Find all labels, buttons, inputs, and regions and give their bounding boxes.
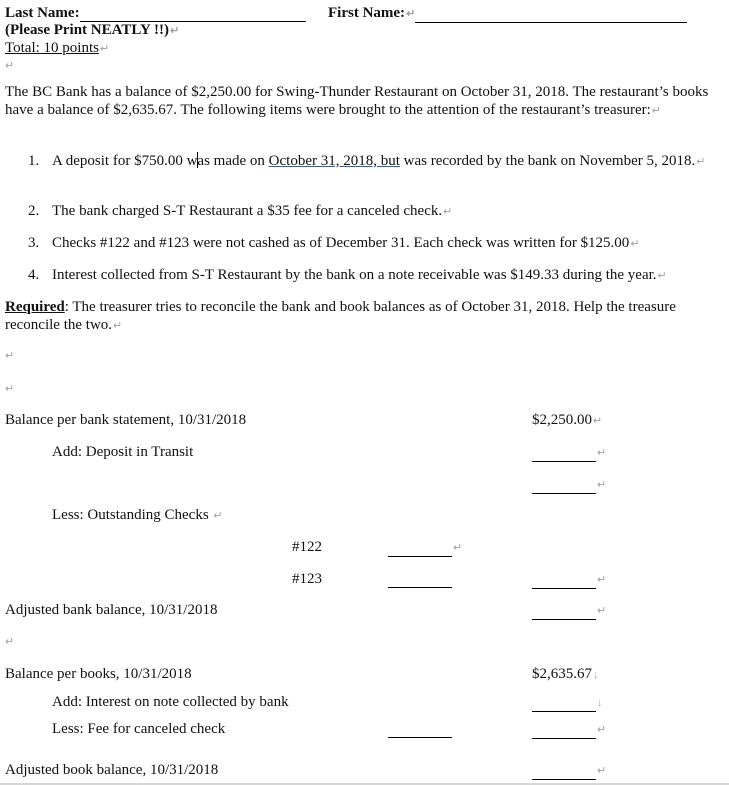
list-item-text: The bank charged S-T Restaurant a $35 fee for a canceled check.↵	[52, 203, 453, 219]
paragraph-mark: ↵	[443, 206, 453, 218]
check-123-field[interactable]	[388, 570, 452, 588]
total-points: Total: 10 points↵	[5, 40, 110, 56]
paragraph-mark: ↵	[213, 510, 223, 522]
bank-subtotal-field[interactable]	[532, 475, 606, 494]
line-break-mark: ↓	[593, 669, 599, 681]
paragraph-mark: ↵	[593, 415, 603, 427]
print-note: (Please Print NEATLY !!)↵	[5, 22, 180, 38]
paragraph-mark: ↵	[5, 636, 15, 648]
paragraph-mark: ↵	[597, 605, 607, 617]
required-label: Required	[5, 299, 65, 315]
paragraph-mark: ↵	[597, 574, 607, 586]
answer-blank[interactable]	[388, 723, 452, 738]
paragraph-mark: ↵	[630, 238, 640, 250]
list-item: 1. A deposit for $750.00 was made on October 31, 2018, but was recorded by the bank on November 5, 2018.↵	[28, 152, 718, 170]
answer-blank[interactable]	[388, 542, 452, 557]
answer-blank[interactable]	[532, 574, 596, 589]
paragraph-mark: ↵	[696, 156, 706, 168]
list-item: 3. Checks #122 and #123 were not cashed as of December 31. Each check was written for $125.00↵	[28, 234, 718, 252]
check-122-field[interactable]	[388, 538, 462, 557]
list-item-text: A deposit for $750.00 was made on October 31, 2018, but was recorded by the bank on November 5, 2018.↵	[52, 153, 706, 169]
book-balance-value: $2,635.67↓	[532, 666, 599, 682]
last-name-field[interactable]	[5, 4, 306, 22]
answer-blank[interactable]	[532, 479, 596, 494]
list-item-text: Interest collected from S-T Restaurant by the bank on a note receivable was $149.33 during the year.↵	[52, 267, 667, 283]
first-name-field[interactable]	[328, 4, 687, 23]
answer-blank[interactable]	[532, 765, 596, 780]
interest-collected-field[interactable]	[532, 693, 603, 712]
list-item-text: Checks #122 and #123 were not cashed as of December 31. Each check was written for $125.00↵	[52, 235, 640, 251]
adjusted-book-balance-field[interactable]	[532, 761, 606, 780]
interest-collected-label: Add: Interest on note collected by bank	[52, 694, 289, 710]
paragraph-mark: ↵	[170, 25, 180, 37]
paragraph-mark: ↵	[5, 60, 15, 72]
paragraph-mark: ↵	[406, 8, 416, 20]
fee-canceled-check-label: Less: Fee for canceled check	[52, 721, 226, 737]
answer-blank[interactable]	[532, 697, 596, 712]
adjusted-bank-balance-label: Adjusted bank balance, 10/31/2018	[5, 602, 218, 618]
paragraph-mark: ↵	[113, 320, 123, 332]
paragraph-mark: ↵	[597, 479, 607, 491]
list-item: 4. Interest collected from S-T Restaurant by the bank on a note receivable was $149.33 during the year.↵	[28, 266, 718, 284]
deposit-in-transit-label: Add: Deposit in Transit	[52, 444, 194, 460]
bank-balance-label: Balance per bank statement, 10/31/2018	[5, 412, 247, 428]
required-paragraph: Required: The treasurer tries to reconcile the bank and book balances as of October 31, 2018. Help the treasure reconcile the two.↵	[5, 299, 676, 333]
paragraph-mark: ↵	[597, 724, 607, 736]
check-122-label: #122	[292, 539, 322, 555]
last-name-blank[interactable]	[80, 7, 306, 22]
answer-blank[interactable]	[532, 447, 596, 462]
paragraph-mark: ↵	[453, 542, 463, 554]
outstanding-checks-total-field[interactable]	[532, 570, 606, 589]
adjusted-book-balance-label: Adjusted book balance, 10/31/2018	[5, 762, 219, 778]
paragraph-mark: ↵	[597, 447, 607, 459]
outstanding-checks-label: Less: Outstanding Checks ↵	[52, 507, 223, 523]
last-name-label: Last Name:	[5, 5, 80, 21]
book-subtotal-field[interactable]	[532, 720, 606, 739]
first-name-blank[interactable]	[415, 8, 687, 23]
deposit-in-transit-field[interactable]	[532, 443, 606, 462]
paragraph-mark: ↵	[5, 350, 15, 362]
answer-blank[interactable]	[532, 724, 596, 739]
paragraph-mark: ↵	[657, 270, 667, 282]
bank-balance-value: $2,250.00↵	[532, 412, 603, 428]
first-name-label: First Name:	[328, 5, 406, 21]
paragraph-mark: ↵	[597, 765, 607, 777]
adjusted-bank-balance-field[interactable]	[532, 601, 606, 620]
list-item: 2. The bank charged S-T Restaurant a $35 fee for a canceled check.↵	[28, 202, 718, 220]
paragraph-mark: ↵	[99, 43, 110, 55]
check-123-label: #123	[292, 571, 322, 587]
line-break-mark: ↓	[597, 697, 603, 709]
grammar-underline: October 31, 2018, but	[268, 153, 400, 169]
paragraph-mark: ↵	[651, 105, 661, 117]
answer-blank[interactable]	[532, 605, 596, 620]
book-balance-label: Balance per books, 10/31/2018	[5, 666, 192, 682]
intro-paragraph: The BC Bank has a balance of $2,250.00 for Swing-Thunder Restaurant on October 31, 2018. The restaurant’s books have a balance of $2,635.67. The following items were brought to the attention of the restaurant’s treasurer:↵	[5, 84, 709, 118]
paragraph-mark: ↵	[5, 383, 15, 395]
answer-blank[interactable]	[388, 573, 452, 588]
fee-canceled-check-field[interactable]	[388, 720, 452, 738]
